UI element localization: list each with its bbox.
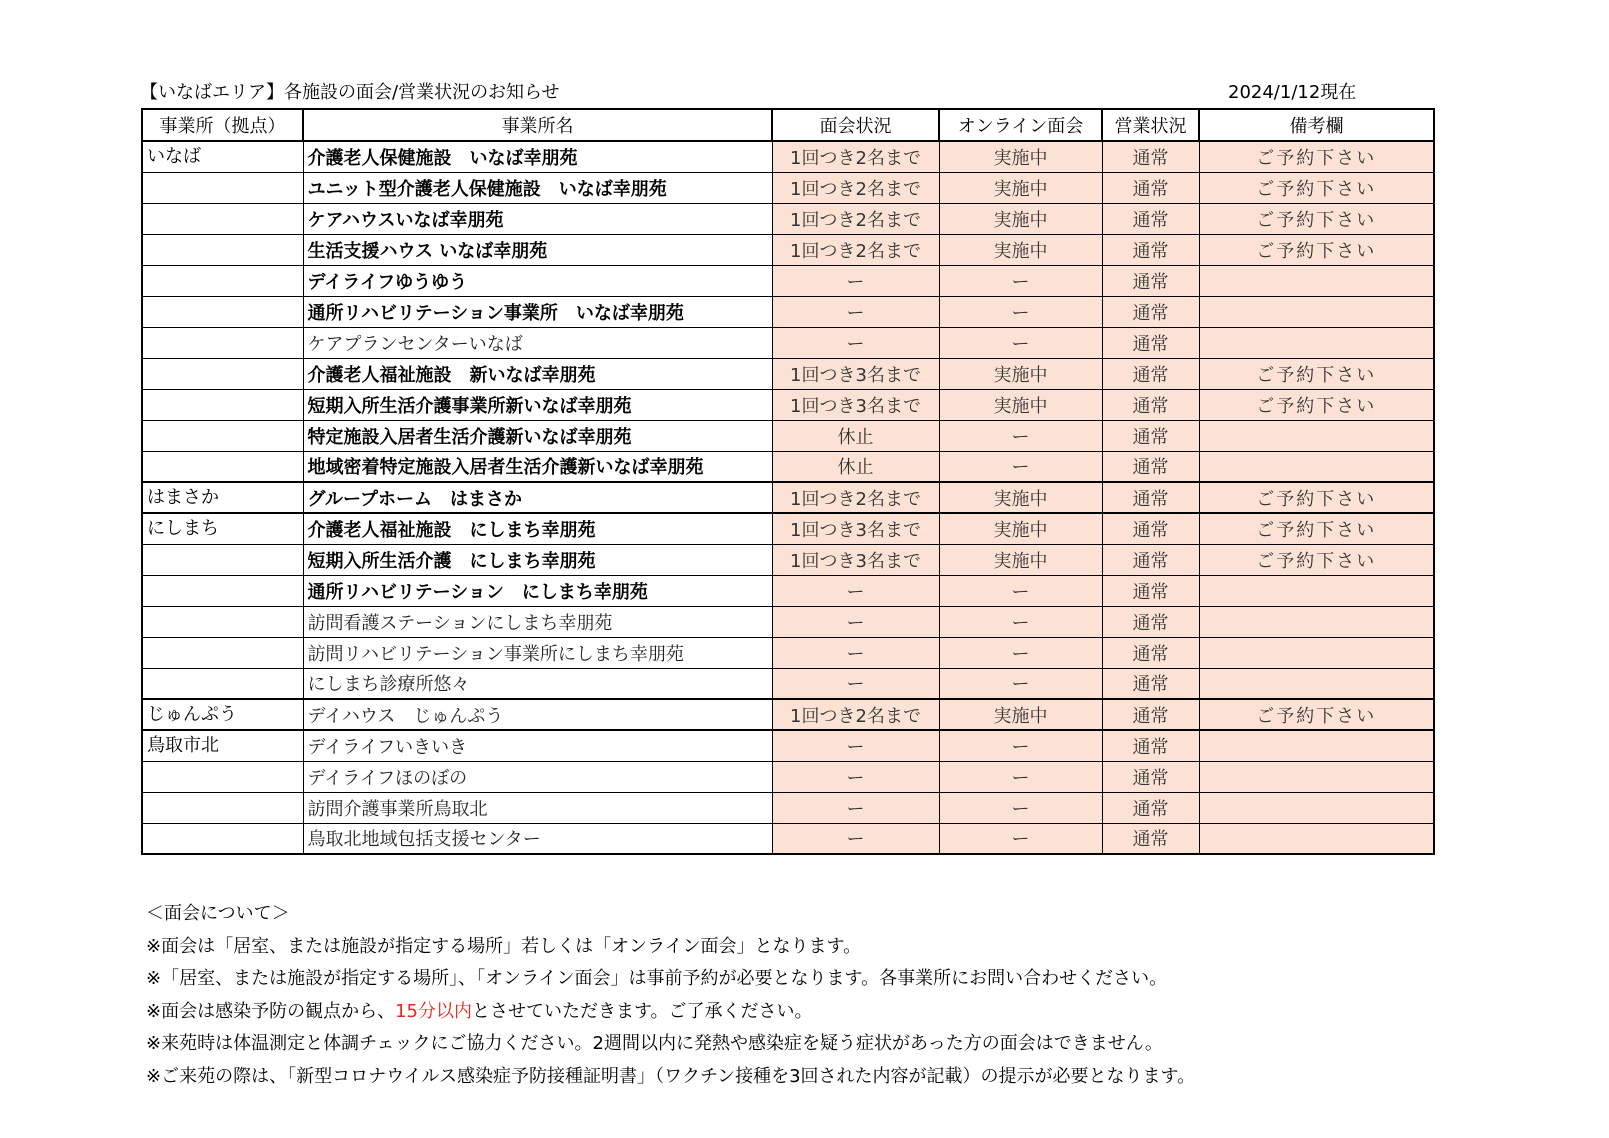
table-row <box>142 172 1434 203</box>
location-cell <box>142 606 303 637</box>
business-status-cell: 通常 <box>1102 823 1199 854</box>
business-status-cell: 通常 <box>1102 730 1199 761</box>
business-status-cell: 通常 <box>1102 513 1199 544</box>
header-business-status: 営業状況 <box>1102 109 1199 141</box>
note-line-3-post: とさせていただきます。ご了承ください。 <box>472 1000 813 1022</box>
visit-status-cell: 1回つき2名まで <box>772 172 939 203</box>
facility-name-cell: デイライフいきいき <box>303 730 772 761</box>
location-cell <box>142 637 303 668</box>
facility-status-table <box>141 108 1435 855</box>
remarks-cell <box>1199 730 1434 761</box>
online-visit-cell: ー <box>939 575 1102 606</box>
online-visit-cell: 実施中 <box>939 172 1102 203</box>
table-row <box>142 513 1434 544</box>
location-cell <box>142 668 303 699</box>
table-body <box>142 141 1434 854</box>
visit-status-cell: ー <box>772 575 939 606</box>
facility-name-cell: 介護老人福祉施設 新いなば幸朋苑 <box>303 358 772 389</box>
online-visit-cell: 実施中 <box>939 482 1102 513</box>
remarks-cell <box>1199 451 1434 482</box>
header-remarks: 備考欄 <box>1199 109 1434 141</box>
facility-name-cell: グループホーム はまさか <box>303 482 772 513</box>
header-location: 事業所（拠点） <box>142 109 303 141</box>
business-status-cell: 通常 <box>1102 420 1199 451</box>
table-row <box>142 141 1434 172</box>
business-status-cell: 通常 <box>1102 544 1199 575</box>
business-status-cell: 通常 <box>1102 234 1199 265</box>
as-of-date: 2024/1/12現在 <box>1228 82 1357 103</box>
visit-status-cell: 休止 <box>772 420 939 451</box>
location-cell <box>142 544 303 575</box>
note-line-3 <box>146 996 1195 1029</box>
online-visit-cell: ー <box>939 761 1102 792</box>
remarks-cell <box>1199 668 1434 699</box>
remarks-cell: ご予約下さい <box>1199 513 1434 544</box>
remarks-cell <box>1199 327 1434 358</box>
location-cell: にしまち <box>142 513 303 544</box>
table-row <box>142 327 1434 358</box>
business-status-cell: 通常 <box>1102 575 1199 606</box>
visit-status-cell: 1回つき3名まで <box>772 389 939 420</box>
header-facility-name: 事業所名 <box>303 109 772 141</box>
remarks-cell: ご予約下さい <box>1199 234 1434 265</box>
online-visit-cell: ー <box>939 730 1102 761</box>
table-row <box>142 482 1434 513</box>
facility-name-cell: 短期入所生活介護事業所新いなば幸朋苑 <box>303 389 772 420</box>
location-cell <box>142 575 303 606</box>
table-header-row <box>142 109 1434 141</box>
remarks-cell <box>1199 761 1434 792</box>
table-row <box>142 451 1434 482</box>
table-row <box>142 606 1434 637</box>
online-visit-cell: ー <box>939 420 1102 451</box>
location-cell <box>142 172 303 203</box>
table-row <box>142 761 1434 792</box>
location-cell <box>142 792 303 823</box>
visit-status-cell: 1回つき3名まで <box>772 544 939 575</box>
note-line-3-highlight: 15分以内 <box>395 1000 472 1022</box>
facility-name-cell: デイライフほのぼの <box>303 761 772 792</box>
visit-status-cell: 1回つき2名まで <box>772 141 939 172</box>
note-line-3-pre: ※面会は感染予防の観点から、 <box>146 1000 396 1022</box>
facility-name-cell: ケアハウスいなば幸朋苑 <box>303 203 772 234</box>
table-row <box>142 699 1434 730</box>
location-cell <box>142 358 303 389</box>
business-status-cell: 通常 <box>1102 389 1199 420</box>
visit-status-cell: ー <box>772 668 939 699</box>
remarks-cell <box>1199 296 1434 327</box>
location-cell <box>142 203 303 234</box>
table-row <box>142 389 1434 420</box>
visit-status-cell: ー <box>772 606 939 637</box>
facility-name-cell: 鳥取北地域包括支援センター <box>303 823 772 854</box>
remarks-cell <box>1199 792 1434 823</box>
visit-status-cell: ー <box>772 730 939 761</box>
visit-status-cell: 1回つき2名まで <box>772 482 939 513</box>
location-cell: じゅんぷう <box>142 699 303 730</box>
location-cell <box>142 761 303 792</box>
visit-status-cell: 1回つき2名まで <box>772 234 939 265</box>
visit-status-cell: ー <box>772 265 939 296</box>
online-visit-cell: ー <box>939 327 1102 358</box>
business-status-cell: 通常 <box>1102 699 1199 730</box>
online-visit-cell: 実施中 <box>939 234 1102 265</box>
visit-status-cell: 1回つき2名まで <box>772 203 939 234</box>
table-row <box>142 234 1434 265</box>
note-line-4: ※来苑時は体温測定と体調チェックにご協力ください。2週間以内に発熱や感染症を疑う症状があった方の面会はできません。 <box>146 1033 1163 1054</box>
facility-name-cell: デイライフゆうゆう <box>303 265 772 296</box>
remarks-cell <box>1199 606 1434 637</box>
visit-notes <box>146 898 1195 1093</box>
visit-status-cell: ー <box>772 637 939 668</box>
location-cell <box>142 389 303 420</box>
business-status-cell: 通常 <box>1102 606 1199 637</box>
table-row <box>142 358 1434 389</box>
facility-name-cell: 訪問看護ステーションにしまち幸朋苑 <box>303 606 772 637</box>
facility-name-cell: ユニット型介護老人保健施設 いなば幸朋苑 <box>303 172 772 203</box>
location-cell <box>142 234 303 265</box>
visit-status-cell: ー <box>772 296 939 327</box>
remarks-cell: ご予約下さい <box>1199 699 1434 730</box>
visit-status-cell: ー <box>772 761 939 792</box>
facility-name-cell: 短期入所生活介護 にしまち幸朋苑 <box>303 544 772 575</box>
facility-name-cell: 通所リハビリテーション にしまち幸朋苑 <box>303 575 772 606</box>
business-status-cell: 通常 <box>1102 296 1199 327</box>
online-visit-cell: ー <box>939 606 1102 637</box>
visit-status-cell: 休止 <box>772 451 939 482</box>
remarks-cell: ご予約下さい <box>1199 389 1434 420</box>
location-cell <box>142 296 303 327</box>
business-status-cell: 通常 <box>1102 141 1199 172</box>
location-cell: いなば <box>142 141 303 172</box>
location-cell <box>142 265 303 296</box>
business-status-cell: 通常 <box>1102 482 1199 513</box>
facility-name-cell: ケアプランセンターいなば <box>303 327 772 358</box>
remarks-cell <box>1199 637 1434 668</box>
remarks-cell: ご予約下さい <box>1199 544 1434 575</box>
note-line-5: ※ご来苑の際は、「新型コロナウイルス感染症予防接種証明書」（ワクチン接種を3回された内容が記載）の提示が必要となります。 <box>146 1065 1196 1087</box>
table-row <box>142 544 1434 575</box>
facility-name-cell: 生活支援ハウス いなば幸朋苑 <box>303 234 772 265</box>
visit-status-cell: 1回つき2名まで <box>772 699 939 730</box>
online-visit-cell: 実施中 <box>939 358 1102 389</box>
online-visit-cell: 実施中 <box>939 699 1102 730</box>
table-row <box>142 203 1434 234</box>
facility-name-cell: 地域密着特定施設入居者生活介護新いなば幸朋苑 <box>303 451 772 482</box>
facility-name-cell: 訪問介護事業所鳥取北 <box>303 792 772 823</box>
remarks-cell: ご予約下さい <box>1199 203 1434 234</box>
table-row <box>142 265 1434 296</box>
business-status-cell: 通常 <box>1102 327 1199 358</box>
visit-status-cell: 1回つき3名まで <box>772 358 939 389</box>
facility-name-cell: 特定施設入居者生活介護新いなば幸朋苑 <box>303 420 772 451</box>
online-visit-cell: ー <box>939 792 1102 823</box>
online-visit-cell: ー <box>939 668 1102 699</box>
note-line-2: ※「居室、または施設が指定する場所」、「オンライン面会」は事前予約が必要となります。各事業所にお問い合わせください。 <box>146 968 1168 989</box>
remarks-cell <box>1199 420 1434 451</box>
online-visit-cell: 実施中 <box>939 513 1102 544</box>
facility-name-cell: 訪問リハビリテーション事業所にしまち幸朋苑 <box>303 637 772 668</box>
table-row <box>142 823 1434 854</box>
table-row <box>142 296 1434 327</box>
online-visit-cell: 実施中 <box>939 544 1102 575</box>
business-status-cell: 通常 <box>1102 203 1199 234</box>
online-visit-cell: 実施中 <box>939 389 1102 420</box>
business-status-cell: 通常 <box>1102 451 1199 482</box>
online-visit-cell: 実施中 <box>939 203 1102 234</box>
header-online-visit: オンライン面会 <box>939 109 1102 141</box>
online-visit-cell: ー <box>939 637 1102 668</box>
business-status-cell: 通常 <box>1102 637 1199 668</box>
note-line-1: ※面会は「居室、または施設が指定する場所」若しくは「オンライン面会」となります。 <box>146 935 862 957</box>
location-cell: 鳥取市北 <box>142 730 303 761</box>
business-status-cell: 通常 <box>1102 265 1199 296</box>
remarks-cell: ご予約下さい <box>1199 141 1434 172</box>
facility-name-cell: 介護老人保健施設 いなば幸朋苑 <box>303 141 772 172</box>
business-status-cell: 通常 <box>1102 358 1199 389</box>
table-row <box>142 637 1434 668</box>
location-cell <box>142 823 303 854</box>
remarks-cell <box>1199 823 1434 854</box>
table-row <box>142 792 1434 823</box>
remarks-cell: ご予約下さい <box>1199 482 1434 513</box>
table-row <box>142 575 1434 606</box>
location-cell: はまさか <box>142 482 303 513</box>
location-cell <box>142 451 303 482</box>
online-visit-cell: ー <box>939 451 1102 482</box>
visit-status-cell: ー <box>772 792 939 823</box>
notes-heading: ＜面会について＞ <box>146 903 290 924</box>
location-cell <box>142 420 303 451</box>
online-visit-cell: ー <box>939 265 1102 296</box>
visit-status-cell: 1回つき3名まで <box>772 513 939 544</box>
online-visit-cell: ー <box>939 296 1102 327</box>
online-visit-cell: 実施中 <box>939 141 1102 172</box>
business-status-cell: 通常 <box>1102 172 1199 203</box>
remarks-cell: ご予約下さい <box>1199 172 1434 203</box>
table-row <box>142 668 1434 699</box>
table-row <box>142 730 1434 761</box>
table-row <box>142 420 1434 451</box>
visit-status-cell: ー <box>772 327 939 358</box>
business-status-cell: 通常 <box>1102 761 1199 792</box>
facility-name-cell: デイハウス じゅんぷう <box>303 699 772 730</box>
remarks-cell <box>1199 265 1434 296</box>
page-title: 【いなばエリア】各施設の面会/営業状況のお知らせ <box>140 82 560 103</box>
remarks-cell: ご予約下さい <box>1199 358 1434 389</box>
remarks-cell <box>1199 575 1434 606</box>
visit-status-cell: ー <box>772 823 939 854</box>
facility-name-cell: 介護老人福祉施設 にしまち幸朋苑 <box>303 513 772 544</box>
facility-name-cell: にしまち診療所悠々 <box>303 668 772 699</box>
business-status-cell: 通常 <box>1102 668 1199 699</box>
location-cell <box>142 327 303 358</box>
business-status-cell: 通常 <box>1102 792 1199 823</box>
header-visit-status: 面会状況 <box>772 109 939 141</box>
online-visit-cell: ー <box>939 823 1102 854</box>
facility-name-cell: 通所リハビリテーション事業所 いなば幸朋苑 <box>303 296 772 327</box>
